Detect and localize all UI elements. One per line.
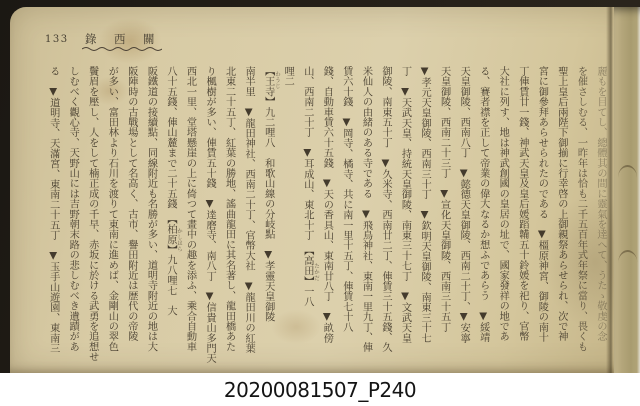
text-column: 大社に列す、地は神武創國の皇居の址で、國家發祥の地であ	[497, 66, 509, 342]
furigana-takada: たかだ	[313, 263, 319, 281]
text-column: 西北一里、堂塔懸崖の上に倚つて畫中の趣を添ふ、乘合自動車	[184, 66, 196, 352]
text-column: る ▼道明寺、天滿宮、東南二十五丁 ▼玉手山遊園、東南三	[47, 66, 59, 354]
text-column: しむべく觀心寺、天野山には吉野朝末路の悲しむべき遺蹟があ	[67, 66, 79, 352]
book-page	[10, 7, 640, 373]
text-column: ▼孝元天皇御陵、西南三十丁 ▼欽明天皇御陵、南東三十七	[419, 66, 431, 343]
text-column: 宮に御參拜あらせられたのである ▼橿原神宮、御陵の南十	[536, 66, 548, 343]
text-column: 御陵、南東五十丁 ▼久米寺、西南廿二丁、俥賃三十五錢、久	[379, 66, 391, 353]
furigana-ouji: わうじ	[274, 71, 280, 89]
text-column: 南半里 ▼龍田神社、西南二十丁、官幣大社 ▼龍田川の紅葉	[243, 66, 255, 354]
running-head-underline	[82, 46, 162, 52]
text-column: 天皇御陵、西南八丁 ▼懿德天皇御陵、西南二十丁、▼安寧	[458, 66, 470, 343]
text-column: 丁俥賃廿一錢、神武天皇及皇后媛蹈韛五十鈴媛を祀り、官幣	[516, 66, 528, 342]
running-head-title: 錄西關	[85, 32, 172, 46]
text-column: 八十五錢、俥山麓まで二十五錢 【柏原】九八哩七 大	[164, 66, 176, 316]
text-column: 聖上皇后兩陛下御揃に行幸啓の上御親祭あらせられ、次で神	[555, 66, 567, 342]
text-column: 【王寺】九二哩八 和歌山線の分岐點 ▼孝靈天皇御陵	[262, 66, 274, 322]
text-column: 哩二	[282, 66, 294, 87]
text-column: 北東二十五丁、紅葉の勝地、謠曲龍田に其名著し、龍田橋あた	[223, 66, 235, 352]
text-column: 山、西南二十丁 ▼耳成山、東北十丁 【高田】一八	[301, 66, 313, 307]
text-column: 鬢眉を壓し、人をして楠正成の千早、赤坂に於ける武勇を追想せ	[86, 66, 98, 362]
furigana-kashiwara: かしはら	[176, 228, 182, 252]
text-column: 阪鐵道の接續點、同線附近も名勝が多い、道明寺附近の地は大	[145, 66, 157, 352]
caption-bar	[0, 373, 640, 406]
image-id-caption: 20200081507_P240	[223, 377, 417, 402]
text-column: る、賽者襟を正して帝業の偉大なるか想ふであらう ▼綏靖	[477, 66, 489, 343]
text-column: 麗もを目てし、總體其の間に靈氣を逹へて、うたゝ敬虔の念	[595, 66, 606, 342]
text-column: 錢、自動車賃六十五錢 ▼天の香具山、東南廿八丁 ▼畝傍	[321, 66, 333, 343]
text-column: 丁 ▼天武天皇、持統天皇御陵、南東三十七丁 ▼文武天皇	[399, 66, 411, 343]
text-column: 阪陣時の古戰場として名高く、古市、譽田附近は歴代の帝陵	[125, 66, 137, 342]
page-edge-ridge	[618, 249, 638, 264]
text-column: を催さしむる、一昨年は恰も二千五百年式年祭に當り、畏くも	[575, 66, 587, 352]
text-column: 天皇御陵、西南二十三丁 ▼宣化天皇御陵、西南三十五丁	[438, 66, 450, 332]
text-column: が多い、富田林より石川を渡りて東南に進めば、金剛山の翠色	[106, 66, 118, 352]
page-edge-ridge	[618, 165, 637, 179]
page-number: 133	[45, 34, 69, 45]
text-column: 賃六十錢 ▼岡寺、橘寺、共に南一里十五丁、俥賃七十八	[340, 66, 352, 332]
vertical-text-block	[43, 66, 610, 368]
page-edge-stack	[614, 7, 640, 373]
text-column: 米仙人の由緒のある寺である ▼飛鳥神社、東南一里九丁、俥	[360, 66, 372, 353]
text-column: り楓樹が多い、俥賃五十錢 ▼逹磨寺、南八丁 ▼信貴山多門天	[204, 66, 216, 364]
